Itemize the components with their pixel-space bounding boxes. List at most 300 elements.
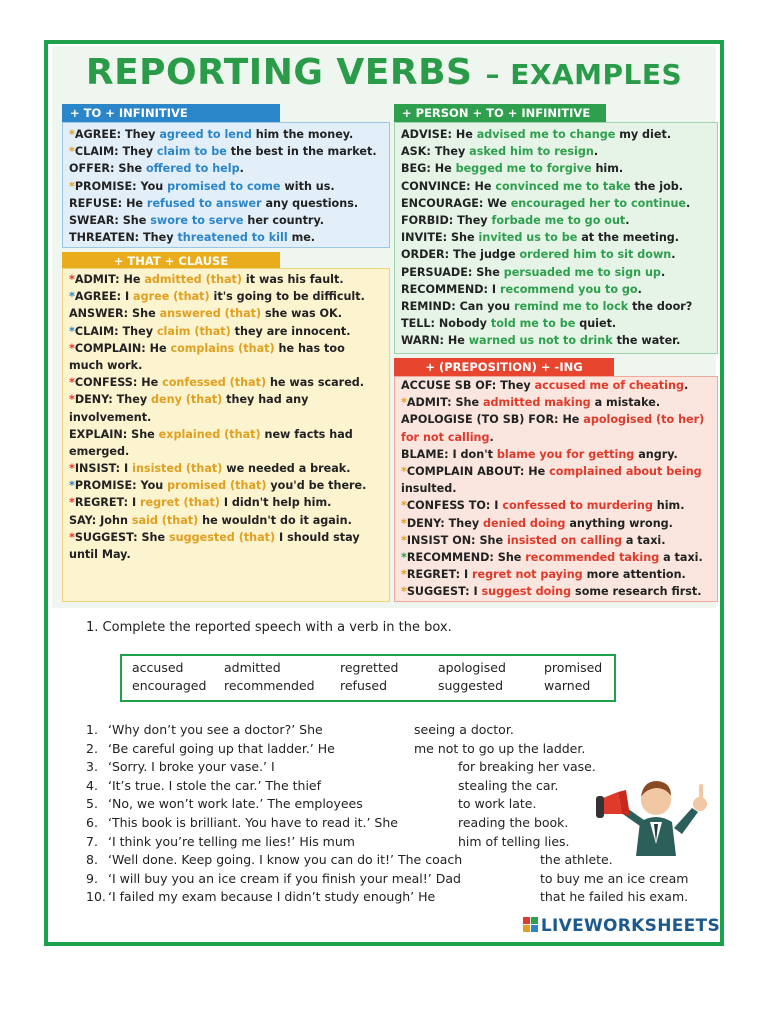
word-box-item: refused bbox=[340, 678, 388, 693]
word-box-item: regretted bbox=[340, 660, 399, 675]
example-highlight: ordered him to sit down bbox=[519, 248, 672, 262]
verb-example-line bbox=[69, 477, 389, 494]
item-quote: ‘Why don’t you see a doctor?’ She bbox=[108, 722, 323, 737]
important-star: * bbox=[69, 273, 75, 286]
verb-example-line bbox=[401, 480, 717, 497]
verb-example-line bbox=[401, 446, 717, 463]
example-text: . bbox=[489, 430, 494, 444]
verb-name: COMPLAIN: bbox=[74, 341, 146, 355]
verb-name: ANSWER: bbox=[69, 307, 129, 321]
example-text: I bbox=[128, 496, 141, 510]
example-text: angry. bbox=[634, 447, 678, 461]
verb-example-line bbox=[401, 229, 717, 246]
item-tail: me not to go up the ladder. bbox=[414, 740, 586, 756]
worksheet-frame bbox=[44, 40, 724, 946]
example-highlight: denied doing bbox=[483, 516, 566, 530]
example-text: me. bbox=[287, 231, 316, 245]
example-highlight: answered (that) bbox=[159, 307, 262, 321]
example-highlight: apologised (to her) bbox=[583, 413, 705, 427]
example-text: . bbox=[686, 196, 691, 210]
example-text: He bbox=[558, 413, 584, 427]
example-text: involvement. bbox=[69, 410, 152, 424]
example-text: Can you bbox=[455, 299, 515, 313]
example-text: He bbox=[122, 196, 147, 210]
example-text: They bbox=[121, 128, 160, 141]
example-text: the job. bbox=[630, 179, 684, 193]
example-highlight: regret (that) bbox=[140, 496, 220, 510]
verb-example-line bbox=[69, 305, 389, 322]
example-text: much work. bbox=[69, 358, 143, 372]
important-star: * bbox=[401, 516, 407, 530]
important-star: * bbox=[69, 179, 75, 193]
example-highlight: forbade me to go out bbox=[491, 213, 626, 227]
verb-example-line bbox=[401, 394, 717, 411]
example-text: I didn't help him. bbox=[219, 496, 332, 510]
example-text: him. bbox=[652, 499, 685, 513]
verb-example-line bbox=[69, 494, 389, 511]
example-text: with us. bbox=[280, 179, 335, 193]
example-text: They bbox=[139, 231, 178, 245]
example-text: They bbox=[453, 213, 492, 227]
verb-example-line bbox=[401, 497, 717, 514]
example-text: we needed a break. bbox=[222, 462, 351, 476]
example-text: He bbox=[137, 376, 163, 390]
example-highlight: for not calling bbox=[401, 430, 490, 444]
word-box-item: admitted bbox=[224, 660, 281, 675]
example-text: she was OK. bbox=[261, 307, 342, 321]
verb-name: INVITE: bbox=[401, 231, 448, 245]
word-box-item: warned bbox=[544, 678, 591, 693]
verb-name: CLAIM: bbox=[74, 145, 119, 159]
example-highlight: remind me to lock bbox=[514, 299, 629, 313]
example-text: any questions. bbox=[261, 196, 359, 210]
verb-name: FORBID: bbox=[401, 213, 454, 227]
verb-name: REMIND: bbox=[401, 299, 456, 313]
verb-example-line bbox=[401, 264, 717, 281]
example-text: She bbox=[127, 427, 159, 441]
example-text: until May. bbox=[69, 548, 131, 561]
verb-example-line bbox=[401, 566, 717, 583]
item-tail: to work late. bbox=[458, 796, 537, 812]
verb-example-line bbox=[69, 212, 389, 229]
item-number: 6. bbox=[86, 815, 98, 830]
example-text: I bbox=[460, 568, 473, 582]
item-quote: ‘Sorry. I broke your vase.’ I bbox=[108, 759, 275, 775]
important-star: * bbox=[69, 376, 75, 390]
verb-name: TELL: bbox=[401, 317, 436, 331]
important-star: * bbox=[401, 550, 407, 564]
important-star: * bbox=[401, 585, 407, 599]
verb-name: CLAIM: bbox=[74, 324, 119, 338]
example-highlight: insisted on calling bbox=[506, 533, 622, 547]
verb-name: DENY: bbox=[406, 516, 445, 530]
verb-name: REGRET: bbox=[406, 568, 461, 582]
example-highlight: claim (that) bbox=[156, 324, 231, 338]
verb-name: AGREE: bbox=[74, 128, 122, 141]
example-text: him the money. bbox=[251, 128, 354, 141]
item-tail: the athlete. bbox=[540, 852, 613, 868]
example-highlight: regret not paying bbox=[472, 568, 583, 582]
verb-example-line bbox=[69, 460, 389, 477]
example-highlight: persuaded me to sign up bbox=[503, 265, 661, 279]
example-text: at the meeting. bbox=[577, 231, 680, 245]
verb-example-line bbox=[69, 443, 389, 460]
example-text: he was scared. bbox=[266, 376, 365, 390]
important-star: * bbox=[69, 324, 75, 338]
important-star: * bbox=[69, 462, 75, 476]
important-star: * bbox=[401, 396, 407, 410]
verb-example-line bbox=[69, 409, 389, 426]
verb-name: OFFER: bbox=[69, 162, 115, 176]
item-quote: ‘I failed my exam because I didn’t study enough’ He bbox=[108, 889, 436, 905]
example-text: he wouldn't do it again. bbox=[198, 513, 352, 527]
verb-example-line bbox=[401, 463, 717, 480]
example-text: quiet. bbox=[575, 317, 617, 331]
verb-name: EXPLAIN: bbox=[69, 427, 128, 441]
verb-example-line bbox=[401, 549, 717, 566]
example-text: You bbox=[136, 479, 168, 493]
example-highlight: admitted making bbox=[483, 396, 591, 410]
example-highlight: accused me of cheating bbox=[534, 379, 684, 392]
exercise-instruction: 1. Complete the reported speech with a verb in the box. bbox=[86, 620, 452, 635]
item-number: 3. bbox=[86, 759, 98, 775]
example-highlight: begged me to forgive bbox=[455, 162, 592, 176]
verb-name: INSIST ON: bbox=[406, 533, 476, 547]
verb-example-line bbox=[69, 391, 389, 408]
important-star: * bbox=[69, 530, 75, 544]
example-highlight: blame you for getting bbox=[496, 447, 635, 461]
verb-name: WARN: bbox=[401, 334, 444, 348]
verb-example-line bbox=[401, 332, 717, 349]
example-highlight: encouraged her to continue bbox=[510, 196, 686, 210]
verb-name: INSIST: bbox=[74, 462, 121, 476]
example-highlight: warned us not to drink bbox=[468, 334, 613, 348]
example-text: They bbox=[444, 516, 484, 530]
verb-example-line bbox=[401, 126, 717, 143]
important-star: * bbox=[69, 290, 75, 304]
verb-name: BEG: bbox=[401, 162, 431, 176]
example-text: . bbox=[239, 162, 244, 176]
item-number: 9. bbox=[86, 870, 98, 886]
item-tail: seeing a doctor. bbox=[414, 722, 514, 737]
example-highlight: insisted (that) bbox=[132, 462, 223, 476]
word-box-item: recommended bbox=[224, 678, 315, 693]
example-highlight: suggested (that) bbox=[168, 530, 276, 544]
example-text: She bbox=[451, 396, 483, 410]
verb-example-line bbox=[69, 143, 389, 160]
verb-example-line bbox=[401, 411, 717, 428]
example-text: new facts had bbox=[260, 427, 353, 441]
box-person-to-infinitive bbox=[394, 122, 718, 354]
verb-example-line bbox=[69, 178, 389, 195]
verb-name: CONVINCE: bbox=[401, 179, 471, 193]
example-text: you'd be there. bbox=[266, 479, 367, 493]
example-text: The judge bbox=[449, 248, 520, 262]
verb-example-line bbox=[69, 546, 389, 563]
example-text: She bbox=[472, 265, 504, 279]
verb-example-line bbox=[401, 178, 717, 195]
example-text: . bbox=[683, 379, 689, 392]
verb-name: REGRET: bbox=[74, 496, 129, 510]
item-tail: for breaking her vase. bbox=[458, 759, 596, 775]
box-to-infinitive bbox=[62, 122, 390, 248]
exercise-section bbox=[48, 614, 720, 934]
example-highlight: agree (that) bbox=[133, 290, 210, 304]
example-text: She bbox=[118, 213, 151, 227]
example-text: She bbox=[128, 307, 160, 321]
header-that-clause: + THAT + CLAUSE bbox=[62, 252, 280, 270]
verb-name: THREATEN: bbox=[69, 231, 140, 245]
example-highlight: convinced me to take bbox=[495, 179, 631, 193]
verb-name: SWEAR: bbox=[69, 213, 119, 227]
page-title: REPORTING VERBS – EXAMPLES bbox=[85, 52, 683, 93]
example-text: it was his fault. bbox=[242, 273, 344, 286]
example-text: . bbox=[593, 145, 599, 159]
example-highlight: complained about being bbox=[549, 464, 702, 478]
verb-name: CONFESS TO: bbox=[406, 499, 491, 513]
reporting-verbs-poster bbox=[52, 46, 716, 608]
verb-name: APOLOGISE (TO SB) FOR: bbox=[401, 413, 559, 427]
example-text: a mistake. bbox=[590, 396, 661, 410]
word-box bbox=[120, 654, 616, 702]
example-text: they had any bbox=[222, 393, 309, 407]
example-highlight: threatened to kill bbox=[177, 231, 288, 245]
item-number: 4. bbox=[86, 777, 98, 793]
item-quote: ‘This book is brilliant. You have to read it.’ She bbox=[108, 815, 398, 830]
example-highlight: said (that) bbox=[131, 513, 199, 527]
example-text: her country. bbox=[243, 213, 324, 227]
header-preposition-ing: + (PREPOSITION) + -ING bbox=[394, 358, 614, 376]
example-text: They bbox=[430, 145, 470, 159]
verb-example-line bbox=[69, 357, 389, 374]
word-box-item: encouraged bbox=[132, 678, 207, 693]
verb-name: PERSUADE: bbox=[401, 265, 473, 279]
box-preposition-ing bbox=[394, 376, 718, 602]
verb-example-line bbox=[69, 229, 389, 246]
item-tail: that he failed his exam. bbox=[540, 889, 689, 905]
example-text: they are innocent. bbox=[230, 324, 351, 338]
item-quote: ‘I think you’re telling me lies!’ His mum bbox=[108, 833, 355, 849]
example-text: They bbox=[496, 379, 535, 392]
word-box-item: accused bbox=[132, 660, 184, 675]
example-highlight: swore to serve bbox=[150, 213, 244, 227]
verb-name: ACCUSE SB OF: bbox=[401, 379, 497, 392]
verb-example-line bbox=[69, 160, 389, 177]
example-text: She bbox=[475, 533, 507, 547]
verb-name: BLAME: bbox=[401, 447, 449, 461]
example-text: more attention. bbox=[582, 568, 686, 582]
item-number: 2. bbox=[86, 740, 98, 756]
example-text: I bbox=[488, 282, 500, 296]
example-text: He bbox=[470, 179, 496, 193]
verb-name: SAY: bbox=[69, 513, 97, 527]
example-text: I bbox=[120, 462, 133, 476]
item-tail: stealing the car. bbox=[458, 777, 559, 793]
verb-example-line bbox=[401, 246, 717, 263]
example-text: . bbox=[671, 248, 676, 262]
verb-example-line bbox=[401, 429, 717, 446]
verb-example-line bbox=[69, 529, 389, 546]
item-tail: him of telling lies. bbox=[458, 833, 570, 849]
important-star: * bbox=[69, 393, 75, 407]
example-text: a taxi. bbox=[621, 533, 666, 547]
example-text: him. bbox=[591, 162, 624, 176]
example-text: He bbox=[145, 341, 171, 355]
important-star: * bbox=[69, 128, 75, 141]
important-star: * bbox=[69, 496, 75, 510]
important-star: * bbox=[69, 341, 75, 355]
verb-example-line bbox=[69, 323, 389, 340]
verb-name: SUGGEST: bbox=[74, 530, 138, 544]
verb-name: RECOMMEND: bbox=[401, 282, 489, 296]
example-highlight: told me to be bbox=[490, 317, 576, 331]
example-highlight: admitted (that) bbox=[144, 273, 243, 286]
item-number: 8. bbox=[86, 852, 98, 868]
example-text: They bbox=[112, 393, 152, 407]
example-text: I don't bbox=[448, 447, 497, 461]
important-star: * bbox=[401, 568, 407, 582]
example-highlight: refused to answer bbox=[146, 196, 262, 210]
example-text: John bbox=[96, 513, 132, 527]
example-text: You bbox=[136, 179, 168, 193]
example-text: Nobody bbox=[435, 317, 491, 331]
example-text: my diet. bbox=[615, 128, 672, 141]
example-highlight: advised me to change bbox=[476, 128, 616, 141]
verb-example-line bbox=[401, 298, 717, 315]
item-tail: to buy me an ice cream bbox=[540, 870, 689, 886]
example-highlight: explained (that) bbox=[158, 427, 261, 441]
item-quote: ‘Be careful going up that ladder.’ He bbox=[108, 740, 335, 756]
box-that-clause bbox=[62, 268, 390, 602]
verb-example-line bbox=[69, 512, 389, 529]
example-text: I should stay bbox=[275, 530, 360, 544]
verb-name: ORDER: bbox=[401, 248, 450, 262]
example-highlight: suggest doing bbox=[481, 585, 572, 599]
example-highlight: asked him to resign bbox=[469, 145, 594, 159]
item-number: 7. bbox=[86, 833, 98, 849]
item-number: 10. bbox=[86, 889, 106, 905]
item-quote: ‘I will buy you an ice cream if you finish your meal!’ Dad bbox=[108, 870, 461, 886]
example-text: . bbox=[660, 265, 666, 279]
verb-name: AGREE: bbox=[74, 290, 122, 304]
verb-example-line bbox=[401, 143, 717, 160]
item-tail: reading the book. bbox=[458, 815, 569, 830]
example-text: I bbox=[490, 499, 503, 513]
example-highlight: invited us to be bbox=[478, 231, 578, 245]
verb-name: ADMIT: bbox=[74, 273, 120, 286]
example-text: it's going to be difficult. bbox=[209, 290, 365, 304]
verb-name: ASK: bbox=[401, 145, 431, 159]
word-box-item: suggested bbox=[438, 678, 504, 693]
verb-name: ADVISE: bbox=[401, 128, 452, 141]
verb-example-line bbox=[401, 195, 717, 212]
example-text: She bbox=[447, 231, 479, 245]
example-text: insulted. bbox=[401, 482, 457, 496]
verb-name: ADMIT: bbox=[406, 396, 452, 410]
example-text: I bbox=[121, 290, 134, 304]
verb-name: RECOMMEND: bbox=[406, 550, 494, 564]
verb-name: REFUSE: bbox=[69, 196, 123, 210]
example-text: He bbox=[451, 128, 477, 141]
megaphone-man-illustration bbox=[596, 764, 718, 856]
verb-name: CONFESS: bbox=[74, 376, 138, 390]
important-star: * bbox=[69, 479, 75, 493]
example-text: He bbox=[430, 162, 456, 176]
verb-example-line bbox=[401, 377, 717, 394]
verb-example-line bbox=[401, 160, 717, 177]
example-text: They bbox=[118, 145, 157, 159]
example-highlight: agreed to lend bbox=[159, 128, 252, 141]
header-to-infinitive: + TO + INFINITIVE bbox=[62, 104, 280, 122]
item-quote: ‘It’s true. I stole the car.’ The thief bbox=[108, 777, 322, 793]
example-highlight: promised (that) bbox=[167, 479, 267, 493]
example-text: the best in the market. bbox=[226, 145, 377, 159]
example-text: he has too bbox=[274, 341, 345, 355]
example-text: . bbox=[625, 213, 630, 227]
example-text: She bbox=[493, 550, 526, 564]
example-highlight: confessed to murdering bbox=[502, 499, 653, 513]
verb-example-line bbox=[69, 374, 389, 391]
example-text: He bbox=[119, 273, 145, 286]
example-text: the water. bbox=[612, 334, 681, 348]
verb-example-line bbox=[69, 271, 389, 288]
example-text: some research first. bbox=[571, 585, 702, 599]
item-quote: ‘Well done. Keep going. I know you can do it!’ The coach bbox=[108, 852, 463, 868]
example-text: We bbox=[483, 196, 511, 210]
liveworksheets-icon bbox=[523, 917, 539, 933]
item-quote: ‘No, we won’t work late.’ The employees bbox=[108, 796, 363, 812]
example-text: emerged. bbox=[69, 444, 130, 458]
example-text: anything wrong. bbox=[565, 516, 673, 530]
important-star: * bbox=[401, 499, 407, 513]
verb-example-line bbox=[401, 315, 717, 332]
item-number: 5. bbox=[86, 796, 98, 812]
verb-example-line bbox=[401, 583, 717, 600]
example-highlight: offered to help bbox=[145, 162, 240, 176]
word-box-item: apologised bbox=[438, 660, 506, 675]
verb-example-line bbox=[401, 532, 717, 549]
verb-name: PROMISE: bbox=[74, 179, 137, 193]
verb-name: PROMISE: bbox=[74, 479, 137, 493]
verb-example-line bbox=[69, 340, 389, 357]
example-highlight: confessed (that) bbox=[162, 376, 267, 390]
verb-name: DENY: bbox=[74, 393, 113, 407]
verb-name: ENCOURAGE: bbox=[401, 196, 484, 210]
verb-example-line bbox=[69, 195, 389, 212]
item-number: 1. bbox=[86, 722, 98, 737]
verb-example-line bbox=[69, 126, 389, 143]
verb-example-line bbox=[401, 212, 717, 229]
example-text: a taxi. bbox=[659, 550, 703, 564]
example-highlight: complains (that) bbox=[170, 341, 275, 355]
example-text: the door? bbox=[628, 299, 693, 313]
important-star: * bbox=[69, 145, 75, 159]
example-text: They bbox=[118, 324, 157, 338]
verb-example-line bbox=[69, 426, 389, 443]
important-star: * bbox=[401, 464, 407, 478]
example-text: She bbox=[114, 162, 146, 176]
verb-example-line bbox=[401, 281, 717, 298]
example-highlight: recommend you to go bbox=[499, 282, 638, 296]
verb-name: COMPLAIN ABOUT: bbox=[406, 464, 525, 478]
example-text: . bbox=[637, 282, 642, 296]
example-highlight: deny (that) bbox=[151, 393, 223, 407]
important-star: * bbox=[401, 533, 407, 547]
example-highlight: promised to come bbox=[167, 179, 281, 193]
example-highlight: claim to be bbox=[156, 145, 227, 159]
verb-example-line bbox=[69, 288, 389, 305]
example-text: He bbox=[443, 334, 469, 348]
